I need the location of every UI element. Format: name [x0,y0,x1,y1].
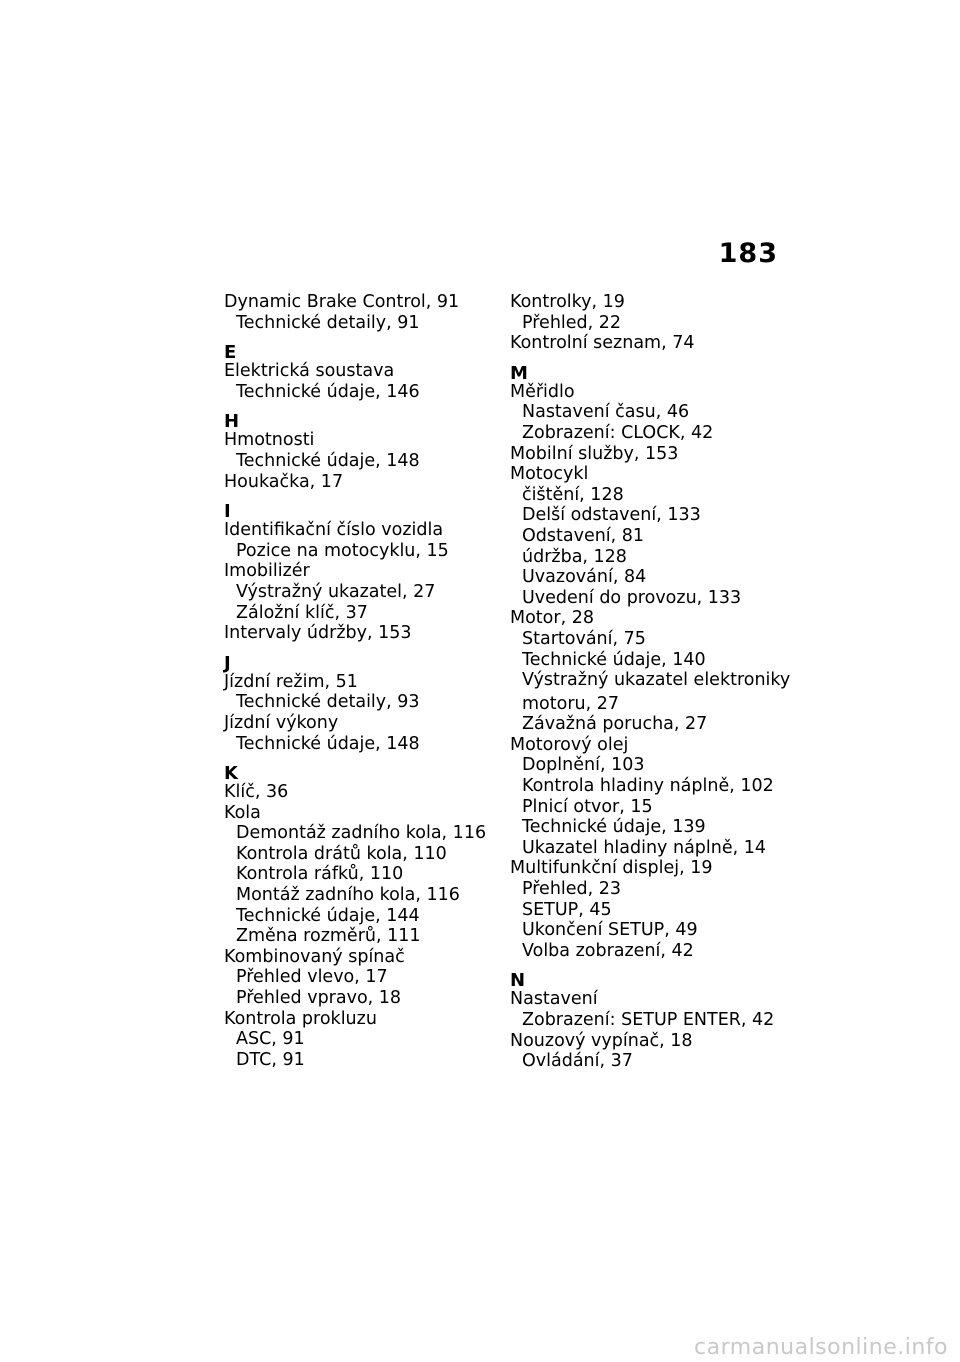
index-subentry: Montáž zadního kola, 116 [236,885,460,906]
watermark: carmanualsonline.info [694,1335,948,1360]
index-letter-heading: M [510,362,528,384]
index-entry: Klíč, 36 [224,782,289,803]
index-letter-heading: J [224,652,231,674]
index-subentry: Plnicí otvor, 15 [522,796,653,817]
index-subentry: Kontrola hladiny náplně, 102 [522,776,774,797]
index-subentry: DTC, 91 [236,1049,305,1070]
index-subentry: Volba zobrazení, 42 [522,940,694,961]
index-subentry: Pozice na motocyklu, 15 [236,540,449,561]
index-subentry: Technické údaje, 148 [236,733,420,754]
index-subentry: Delší odstavení, 133 [522,505,701,526]
index-entry: Motor, 28 [510,608,594,629]
index-subentry: Přehled, 23 [522,879,622,900]
index-column-left [224,292,499,1070]
index-subentry: Technické detaily, 91 [236,312,420,333]
index-subentry: Ukazatel hladiny náplně, 14 [522,837,767,858]
index-subentry: Nastavení času, 46 [522,402,690,423]
index-subentry: Demontáž zadního kola, 116 [236,823,487,844]
index-letter-heading: I [224,501,231,523]
index-entry: Nouzový vypínač, 18 [510,1030,693,1051]
index-entry: Kola [224,802,261,823]
index-subentry: Kontrola ráfků, 110 [236,864,404,885]
index-subentry: Technické údaje, 140 [522,649,706,670]
index-subentry: ASC, 91 [236,1029,305,1050]
index-subentry: Přehled, 22 [522,312,622,333]
index-subentry: Technické údaje, 144 [236,905,420,926]
index-entry: Dynamic Brake Control, 91 [224,292,460,312]
index-subentry: motoru, 27 [522,693,620,714]
index-entry: Nastavení [510,989,598,1010]
index-subentry: Uvedení do provozu, 133 [522,587,742,608]
index-subentry: Technické údaje, 146 [236,381,420,402]
index-subentry: Přehled vpravo, 18 [236,988,402,1009]
index-subentry: údržba, 128 [522,546,627,567]
index-entry: Houkačka, 17 [224,471,344,492]
index-letter-heading: H [224,411,240,433]
index-entry: Kontrolky, 19 [510,292,625,312]
index-letter-heading: N [510,970,526,992]
index-subentry: Odstavení, 81 [522,525,645,546]
index-entry: Elektrická soustava [224,361,395,382]
index-entry: Intervaly údržby, 153 [224,623,412,644]
index-subentry: Uvazování, 84 [522,567,647,588]
index-subentry: Technické údaje, 148 [236,450,420,471]
index-subentry: Doplnění, 103 [522,755,645,776]
index-entry: Kontrolní seznam, 74 [510,333,695,354]
index-letter-heading: E [224,342,237,364]
index-entry: Kombinovaný spínač [224,946,405,967]
index-subentry: Technické detaily, 93 [236,692,420,713]
page-number: 183 [718,238,778,269]
index-entry: Motorový olej [510,734,629,755]
index-subentry: Zobrazení: SETUP ENTER, 42 [522,1010,775,1030]
index-entry: Kontrola prokluzu [224,1008,377,1029]
index-subentry: Ukončení SETUP, 49 [522,920,698,941]
index-subentry: Technické údaje, 139 [522,817,706,838]
index-subentry: Kontrola drátů kola, 110 [236,843,447,864]
index-subentry: Výstražný ukazatel, 27 [236,581,436,602]
index-subentry: Zobrazení: CLOCK, 42 [522,422,714,443]
index-subentry: Ovládání, 37 [522,1051,633,1072]
index-subentry: SETUP, 45 [522,899,612,920]
index-subentry: Startování, 75 [522,628,646,649]
index-subentry: Výstražný ukazatel elektroniky [522,670,791,691]
index-entry: Jízdní výkony [224,712,339,733]
index-entry: Měřidlo [510,381,575,402]
index-column-right [510,292,800,1072]
index-subentry: čištění, 128 [522,484,624,505]
index-entry: Mobilní služby, 153 [510,443,679,464]
index-entry: Identifikační číslo vozidla [224,520,444,541]
index-entry: Imobilizér [224,561,310,582]
index-entry: Motocykl [510,464,589,485]
index-letter-heading: K [224,763,238,785]
index-subentry: Záložní klíč, 37 [236,602,368,623]
index-subentry: Závažná porucha, 27 [522,714,708,735]
index-entry: Hmotnosti [224,430,315,451]
index-entry: Jízdní režim, 51 [224,671,358,692]
index-entry: Multifunkční displej, 19 [510,858,713,879]
index-subentry: Přehled vlevo, 17 [236,967,388,988]
index-subentry: Změna rozměrů, 111 [236,926,421,947]
